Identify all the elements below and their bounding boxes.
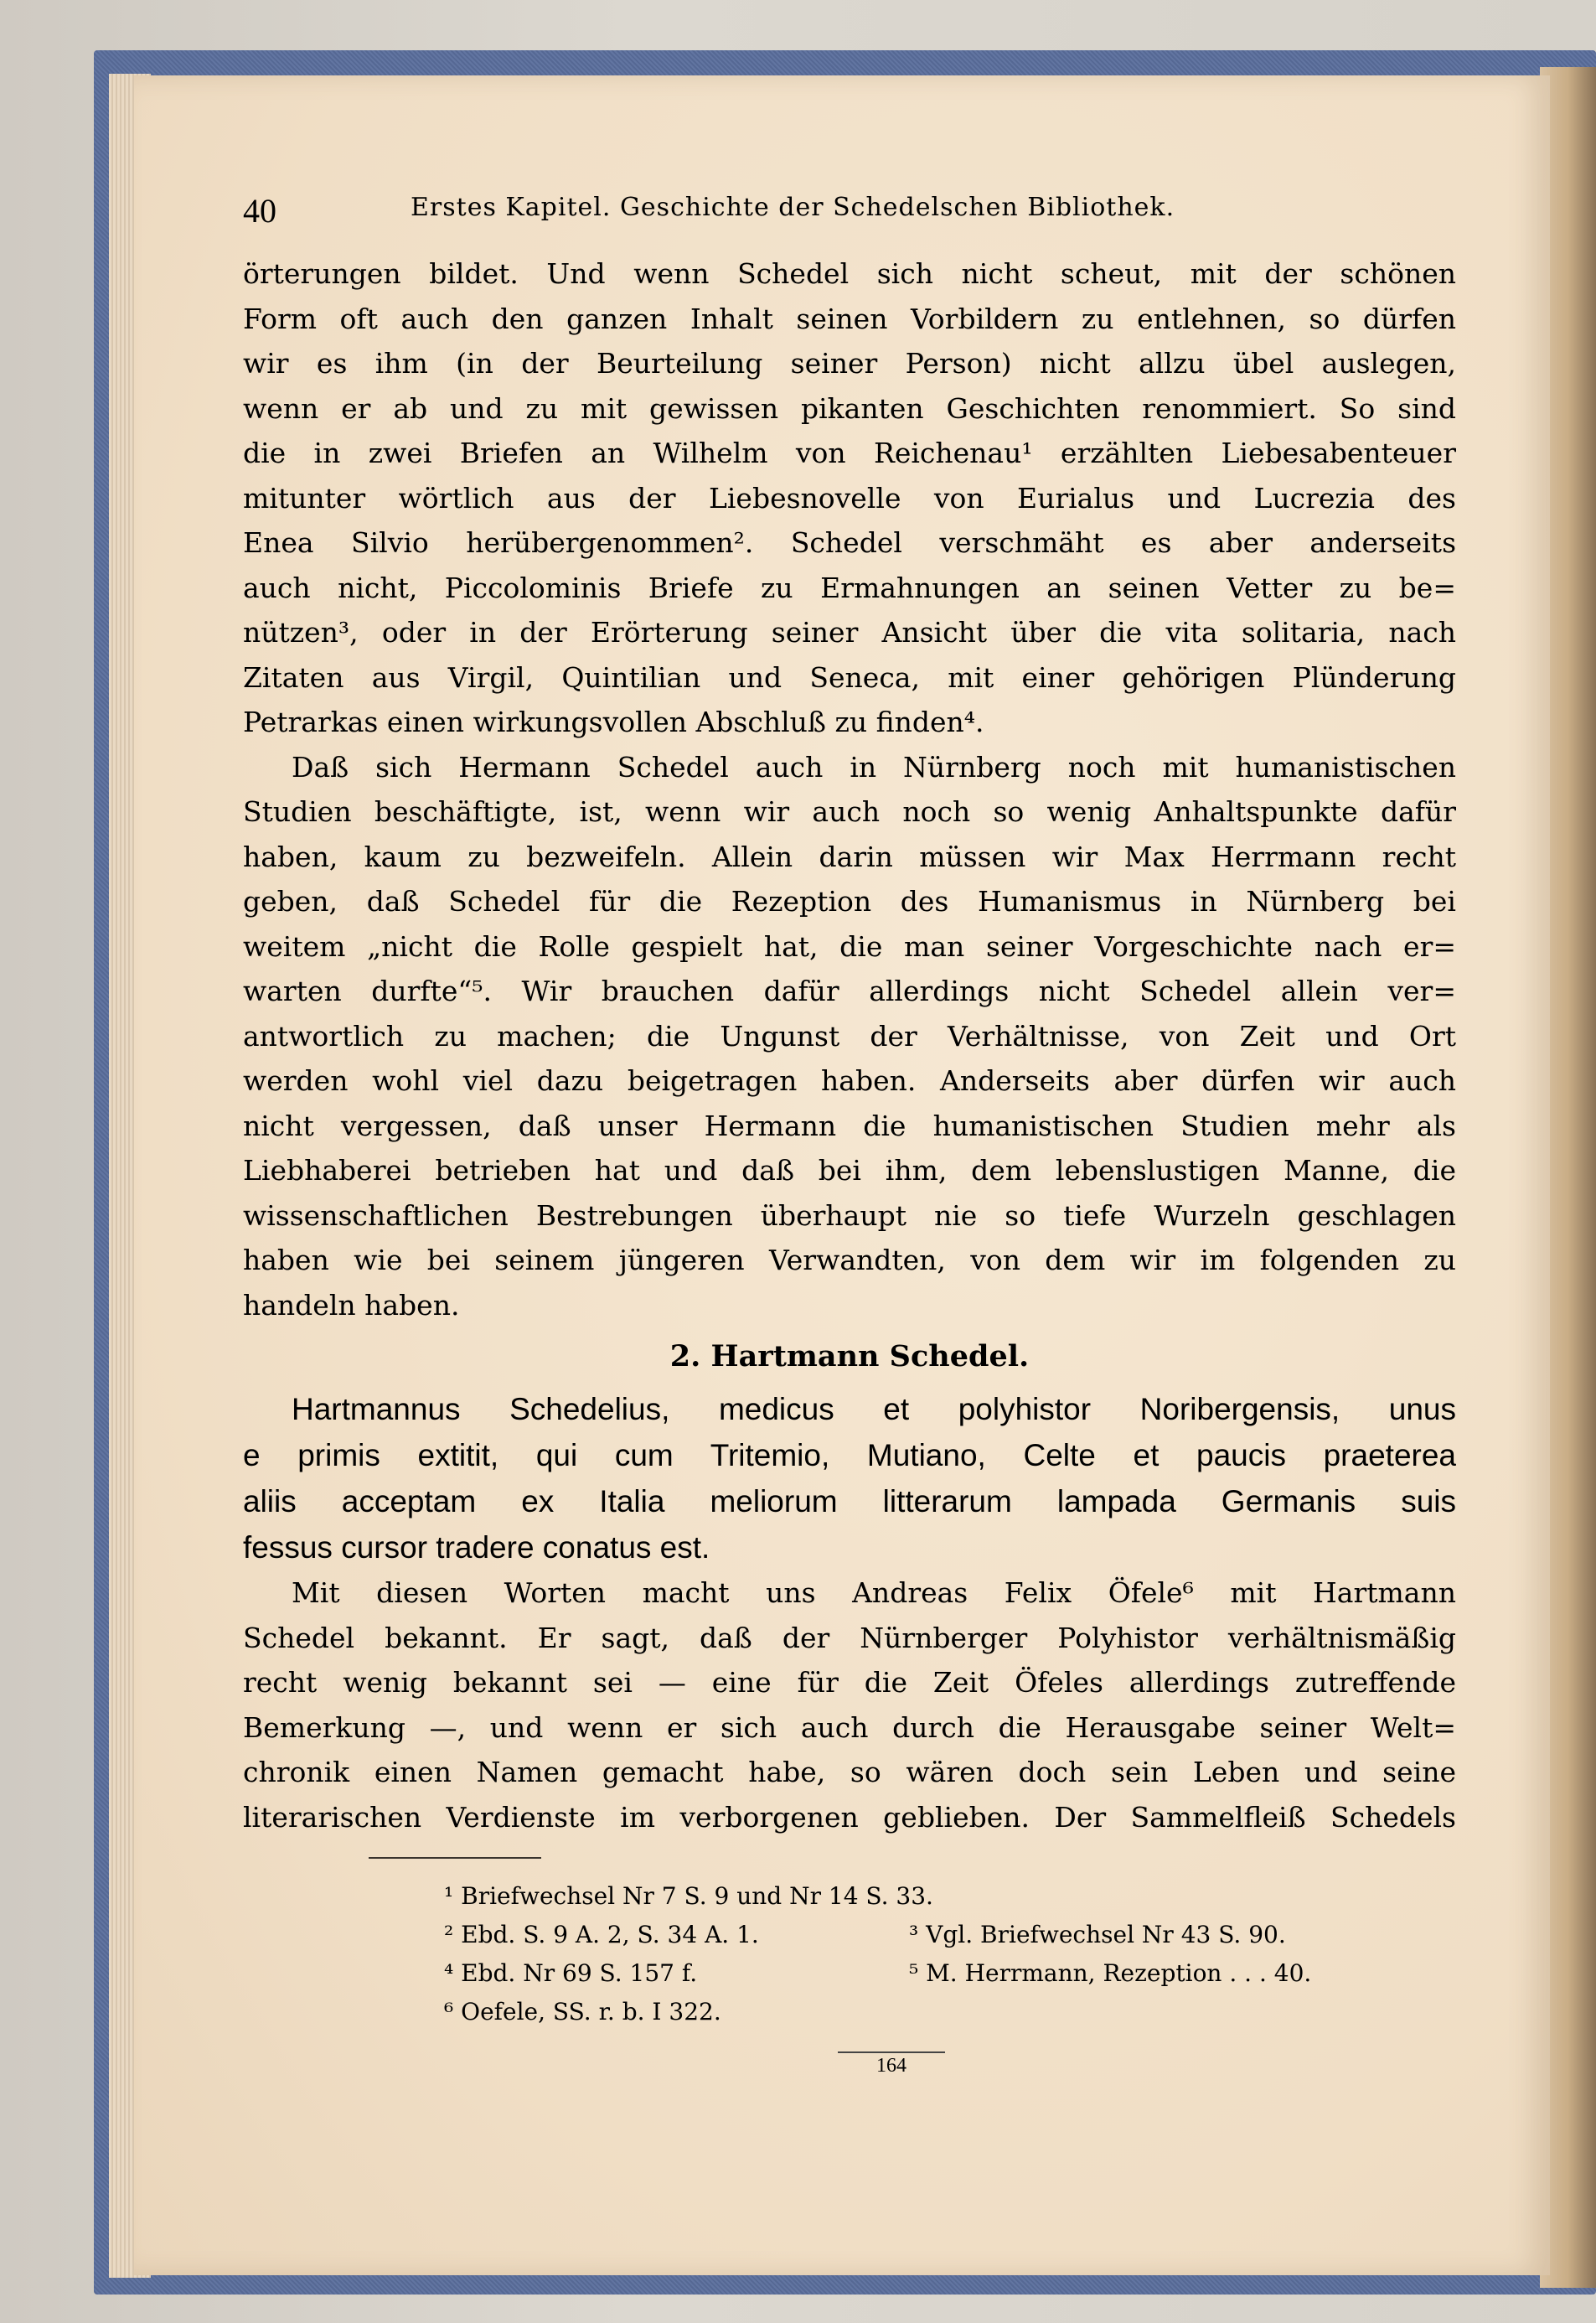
text-line: Liebhaberei betrieben hat und daß bei ihm, dem lebenslustigen Manne, die [243,1154,1456,1187]
paragraph-1 [243,251,1456,745]
text-line: werden wohl viel dazu beigetragen haben. Anderseits aber dürfen wir auch [243,1064,1456,1097]
footnote-2: ² Ebd. S. 9 A. 2, S. 34 A. 1. [444,1921,759,1948]
text-line: handeln haben. [243,1288,460,1322]
footnotes [444,1877,1407,2031]
text-line: literarischen Verdienste im verborgenen geblieben. Der Sammelfleiß Schedels [243,1800,1456,1834]
footnote-3: ³ Vgl. Briefwechsel Nr 43 S. 90. [909,1921,1286,1948]
text-line: örterungen bildet. Und wenn Schedel sich nicht scheut, mit der schönen [243,257,1456,290]
text-line: wenn er ab und zu mit gewissen pikanten Geschichten renommiert. So sind [243,391,1456,425]
section-heading: 2. Hartmann Schedel. [669,1339,1030,1374]
paragraph-3 [243,1570,1456,1839]
text-line: warten durfte“⁵. Wir brauchen dafür allerdings nicht Schedel allein ver= [243,975,1456,1007]
quote-line: Hartmannus Schedelius, medicus et polyhistor Noribergensis, unus [292,1392,1456,1426]
text-line: nicht vergessen, daß unser Hermann die humanistischen Studien mehr als [243,1109,1456,1142]
text-line: Daß sich Hermann Schedel auch in Nürnberg noch mit humanistischen [292,750,1456,784]
footnote-row [444,1993,1407,2031]
text-line: Form oft auch den ganzen Inhalt seinen Vorbildern zu entlehnen, so dürfen [243,302,1456,335]
text-line: haben wie bei seinem jüngeren Verwandten, von dem wir im folgenden zu [243,1244,1456,1276]
text-line: weitem „nicht die Rolle gespielt hat, die man seiner Vorgeschichte nach er= [243,929,1456,963]
text-line: Schedel bekannt. Er sagt, daß der Nürnberger Polyhistor verhältnismäßig [243,1621,1456,1654]
footnote-5: ⁵ M. Herrmann, Rezeption . . . 40. [909,1959,1312,1987]
paragraph-2 [243,745,1456,1328]
text-line: Mit diesen Worten macht uns Andreas Felix Öfele⁶ mit Hartmann [292,1576,1456,1609]
running-head [243,191,1399,233]
text-line: die in zwei Briefen an Wilhelm von Reichenau¹ erzählten Liebesabenteuer [243,437,1456,469]
text-line: Enea Silvio herübergenommen². Schedel verschmäht es aber anderseits [243,526,1456,559]
footnote-4: ⁴ Ebd. Nr 69 S. 157 f. [444,1959,698,1987]
footnote-row [444,1916,1407,1954]
footnote-divider [369,1857,541,1859]
quote-line: aliis acceptam ex Italia meliorum litterarum lampada Germanis suis [243,1484,1456,1518]
text-line: mitunter wörtlich aus der Liebesnovelle von Eurialus und Lucrezia des [243,481,1456,515]
footnote-row [444,1877,1407,1916]
page-number: 40 [243,192,276,230]
text-line: haben, kaum zu bezweifeln. Allein darin müssen wir Max Herrmann recht [243,840,1456,873]
text-line: antwortlich zu machen; die Ungunst der Verhältnisse, von Zeit und Ort [243,1019,1456,1053]
text-line: Studien beschäftigte, ist, wenn wir auch noch so wenig Anhaltspunkte dafür [243,795,1456,828]
latin-quote [243,1386,1456,1570]
body-text [243,251,1456,1839]
footnote-1: ¹ Briefwechsel Nr 7 S. 9 und Nr 14 S. 33. [444,1882,933,1910]
quote-line: e primis extitit, qui cum Tritemio, Mutiano, Celte et paucis praeterea [243,1438,1456,1472]
footnote-row [444,1954,1407,1993]
running-title: Erstes Kapitel. Geschichte der Schedelschen Bibliothek. [411,193,1175,222]
quote-line: fessus cursor tradere conatus est. [243,1530,710,1565]
text-line: auch nicht, Piccolominis Briefe zu Ermahnungen an seinen Vetter zu be= [243,571,1456,604]
text-line: wir es ihm (in der Beurteilung seiner Person) nicht allzu übel auslegen, [243,347,1456,380]
text-line: Petrarkas einen wirkungsvollen Abschluß zu finden⁴. [243,706,984,738]
sheet-number-rule [838,2051,945,2053]
text-line: Bemerkung —, und wenn er sich auch durch die Herausgabe seiner Welt= [243,1710,1456,1744]
text-line: chronik einen Namen gemacht habe, so wären doch sein Leben und seine [243,1756,1456,1788]
text-line: nützen³, oder in der Erörterung seiner Ansicht über die vita solitaria, nach [243,616,1456,649]
sheet-number: 164 [876,2055,906,2077]
text-line: wissenschaftlichen Bestrebungen überhaupt nie so tiefe Wurzeln geschlagen [243,1198,1456,1232]
text-line: geben, daß Schedel für die Rezeption des Humanismus in Nürnberg bei [243,885,1456,918]
text-line: recht wenig bekannt sei — eine für die Zeit Öfeles allerdings zutreffende [243,1666,1456,1699]
text-line: Zitaten aus Virgil, Quintilian und Seneca, mit einer gehörigen Plünderung [243,660,1456,694]
footnote-6: ⁶ Oefele, SS. r. b. I 322. [444,1998,721,2026]
